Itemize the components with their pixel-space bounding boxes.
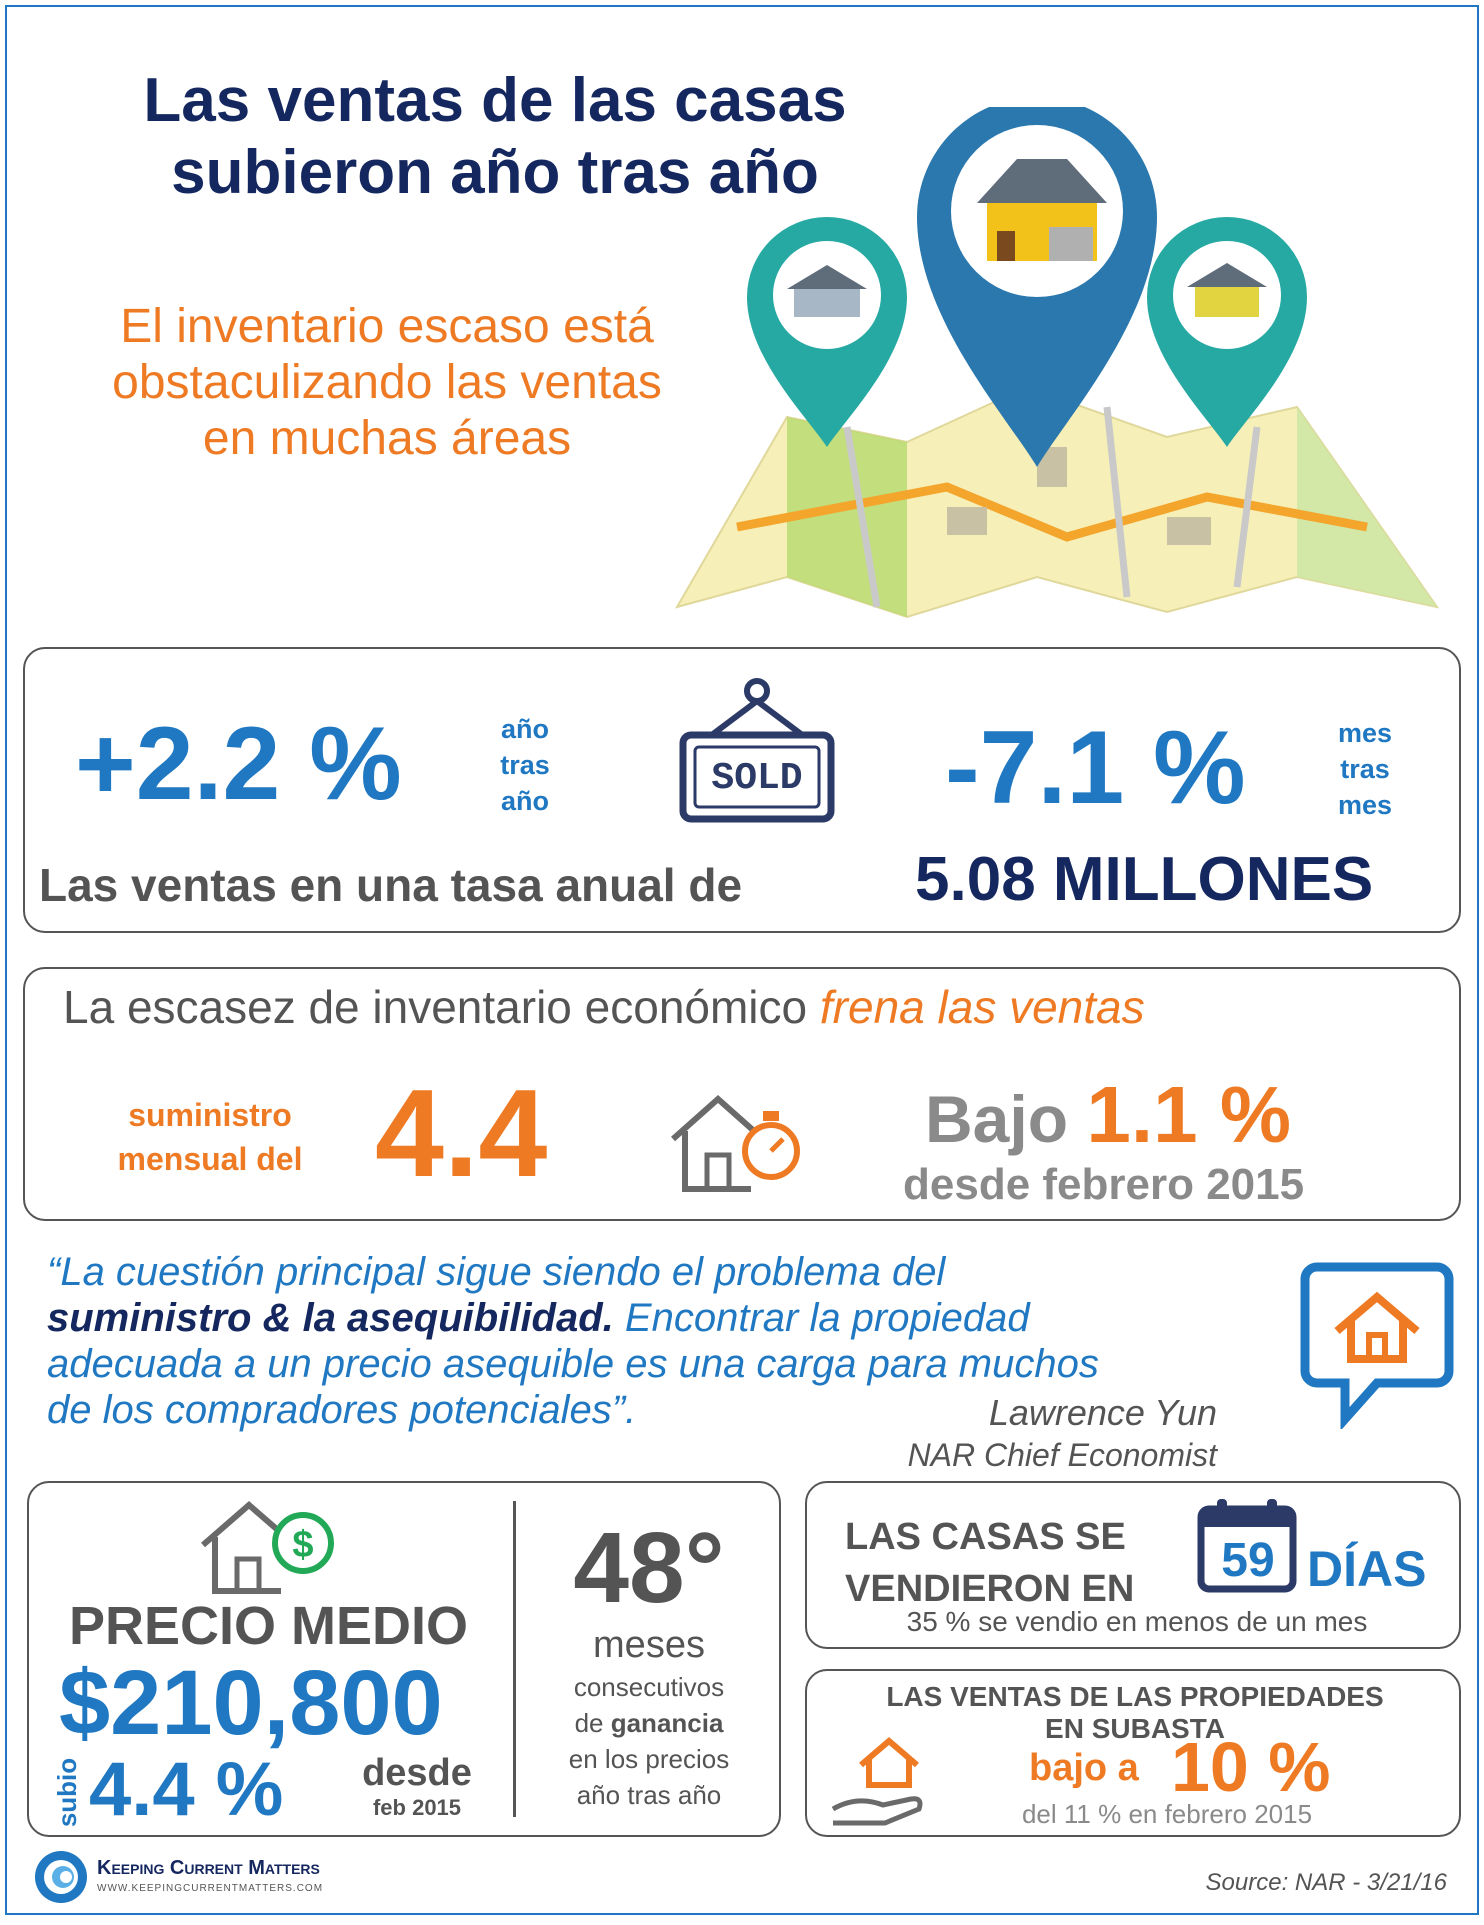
days-unit: DÍAS [1307,1541,1427,1597]
rose-label: subio [52,1757,83,1828]
yoy-label-1: año [500,714,549,744]
inventory-box [23,967,1461,1221]
yoy-label [485,711,565,819]
days-label-2: VENDIERON EN [845,1568,1135,1610]
subtitle-line-1: El inventario escaso está [120,300,654,353]
sales-box [23,647,1461,933]
subtitle-line-3: en muchas áreas [202,412,572,465]
inventory-heading-emph: frena las ventas [819,981,1145,1033]
house-timer-icon [663,1089,813,1199]
down-line [925,1070,1291,1159]
months-desc-4: año tras año [576,1780,722,1810]
infographic-page [5,5,1479,1915]
months-label: meses [593,1624,705,1666]
rose-label-wrap [51,1753,91,1833]
foreclosure-value: 10 % [1171,1728,1331,1806]
foreclosure-from: del 11 % en febrero 2015 [1021,1799,1313,1829]
foreclosure-down-label: bajo a [1029,1747,1139,1789]
days-value: 59 [1221,1534,1275,1587]
months-desc-3: en los precios [568,1744,730,1774]
months-desc-2b: ganancia [610,1708,724,1738]
speech-bubble-house-icon [1297,1259,1457,1429]
quote-line-2-bold: suministro & la asequibilidad. [47,1296,614,1340]
down-label: Bajo [925,1082,1069,1156]
median-price-value: $210,800 [59,1652,443,1754]
yoy-value: +2.2 % [75,706,402,822]
map-block [947,507,987,535]
foreclosure-box [805,1669,1461,1837]
since-line-2: feb 2015 [372,1795,462,1820]
quote-author: Lawrence Yun [988,1392,1217,1433]
subtitle-line-2: obstaculizando las ventas [112,356,662,409]
supply-label-1: suministro [128,1097,292,1133]
source-note: Source: NAR - 3/21/16 [1205,1869,1447,1896]
small-house-icon [794,287,860,317]
price-divider [513,1501,516,1817]
days-note: 35 % se vendio en menos de un mes [906,1606,1368,1637]
days-label-1: LAS CASAS SE [845,1516,1126,1558]
small-house-icon [1195,285,1259,317]
front-door [997,231,1015,261]
brand-url: WWW.KEEPINGCURRENTMATTERS.COM [97,1883,324,1894]
map-green-area [1297,407,1437,607]
quote-line-2-rest: Encontrar la propiedad [624,1296,1030,1340]
inventory-heading [63,975,1145,1039]
months-desc-1: consecutivos [573,1672,725,1702]
foreclosure-label-2: EN SUBASTA [1045,1713,1225,1744]
since-line-1: desde [362,1752,472,1794]
house-dollar-icon [197,1497,337,1597]
mom-label-2: tras [1340,754,1390,784]
mom-value: -7.1 % [945,710,1246,826]
down-since: desde febrero 2015 [903,1160,1305,1209]
garage-door [1049,227,1093,261]
svg-text:$: $ [292,1524,314,1566]
supply-value: 4.4 [375,1065,548,1203]
title-line-2: subieron año tras año [171,138,819,207]
yoy-label-2: tras [500,750,550,780]
quote-line-4: de los compradores potenciales”. [47,1388,637,1432]
page-subtitle [77,299,697,467]
quote-line-3: adecuada a un precio asequible es una carga para muchos [47,1342,1099,1386]
map-block [1167,517,1211,545]
months-value: 48° [573,1512,725,1624]
sold-sign-text: SOLD [711,757,803,800]
kcm-logo-icon [33,1849,89,1905]
rose-value: 4.4 % [89,1747,284,1832]
months-desc [529,1669,769,1813]
down-value: 1.1 % [1086,1070,1291,1159]
yoy-label-3: año [500,786,549,816]
months-desc-2a: de [574,1708,604,1738]
rate-value: 5.08 MILLONES [915,845,1374,914]
hand-house-icon [827,1729,937,1829]
mom-label-3: mes [1337,790,1393,820]
title-line-1: Las ventas de las casas [143,66,847,135]
days-label [845,1511,1134,1615]
foreclosure-label-1: LAS VENTAS DE LAS PROPIEDADES [886,1681,1384,1712]
mom-label [1325,715,1405,823]
quote-line-1: “La cuestión principal sigue siendo el problema del [47,1250,946,1294]
median-price-label: PRECIO MEDIO [69,1596,469,1656]
days-box [805,1481,1461,1649]
quote-author-title: NAR Chief Economist [907,1437,1217,1473]
rate-label: Las ventas en una tasa anual de [39,859,743,911]
price-box [27,1481,781,1837]
supply-label [85,1093,335,1181]
inventory-heading-main: La escasez de inventario económico [63,981,808,1033]
sold-sign-icon [677,677,837,825]
mom-label-1: mes [1337,718,1393,748]
since-label [347,1751,487,1821]
map-pins-illustration [647,107,1447,627]
brand-name: Keeping Current Matters [97,1857,320,1879]
supply-label-2: mensual del [117,1141,303,1177]
